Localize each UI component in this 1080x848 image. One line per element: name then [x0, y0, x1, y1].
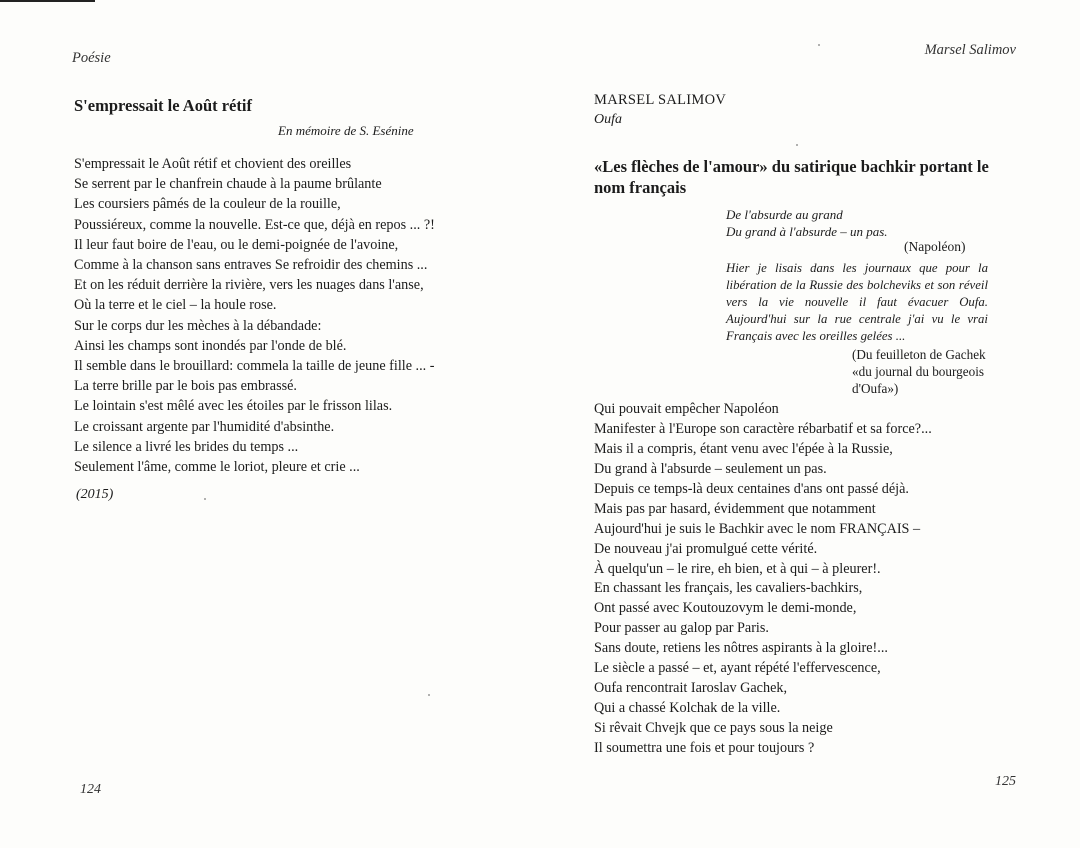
paper-speck: [428, 694, 430, 696]
poem-line: Poussiéreux, comme la nouvelle. Est-ce que, déjà en repos ... ?!: [74, 216, 435, 233]
poem-line: En chassant les français, les cavaliers-bachkirs,: [594, 580, 863, 597]
poem-dedication: En mémoire de S. Esénine: [278, 123, 414, 138]
author-city: Oufa: [594, 112, 622, 127]
poem-left: [74, 154, 435, 477]
epigraph-source-line: «du journal du bourgeois: [852, 364, 984, 379]
paper-speck: [818, 44, 820, 46]
poem-right: [594, 400, 932, 759]
epigraph-gachek: Hier je lisais dans les journaux que pour la libération de la Russie des bolcheviks et son réveil vers la vie nouvelle il faut évacuer Oufa. Aujourd'hui sur la rue centrale j'ai vu le vrai Français avec les oreilles gelées ...: [726, 261, 988, 343]
epigraph-line: Du grand à l'absurde – un pas.: [726, 224, 888, 239]
right-page: [540, 0, 1080, 848]
poem-line: Il leur faut boire de l'eau, ou le demi-poignée de l'avoine,: [74, 236, 399, 253]
epigraph-line: De l'absurde au grand: [726, 207, 843, 222]
piece-title: «Les flèches de l'amour» du satirique bachkir portant le nom français: [594, 157, 989, 197]
poem-line: Où la terre et le ciel – la houle rose.: [74, 297, 277, 314]
poem-line: Seulement l'âme, comme le loriot, pleure et crie ...: [74, 459, 360, 476]
poem-line: Les coursiers pâmés de la couleur de la rouille,: [74, 196, 341, 213]
poem-line: Mais pas par hasard, évidemment que notamment: [594, 500, 876, 517]
poem-line: Il semble dans le brouillard: commela la taille de jeune fille ... -: [74, 358, 435, 375]
poem-line: Aujourd'hui je suis le Bachkir avec le nom FRANÇAIS –: [594, 520, 921, 537]
page-number-right: 125: [995, 774, 1016, 789]
poem-line: Qui pouvait empêcher Napoléon: [594, 401, 779, 417]
poem-line: Comme à la chanson sans entraves Se refroidir des chemins ...: [74, 257, 428, 274]
poem-line: Sans doute, retiens les nôtres aspirants à la gloire!...: [594, 640, 888, 657]
poem-line: De nouveau j'ai promulgué cette vérité.: [594, 540, 818, 557]
poem-line: Qui a chassé Kolchak de la ville.: [594, 700, 781, 717]
page-number-left: 124: [80, 782, 101, 797]
poem-line: Du grand à l'absurde – seulement un pas.: [594, 460, 827, 477]
poem-line: Ont passé avec Koutouzovym le demi-monde,: [594, 600, 857, 617]
poem-line: Et on les réduit derrière la rivière, vers les nuages dans l'anse,: [74, 277, 424, 294]
poem-line: Le siècle a passé – et, ayant répété l'effervescence,: [594, 660, 881, 677]
poem-line: Pour passer au galop par Paris.: [594, 620, 769, 637]
poem-line: Ainsi les champs sont inondés par l'onde de blé.: [74, 337, 347, 354]
paper-speck: [796, 144, 798, 146]
poem-line: La terre brille par le bois pas embrassé.: [74, 378, 297, 395]
poem-line: Le croissant argente par l'humidité d'absinthe.: [74, 418, 335, 435]
poem-line: S'empressait le Août rétif et chovient des oreilles: [74, 156, 352, 172]
epigraph-attribution: (Napoléon): [904, 239, 966, 254]
poem-line: Se serrent par le chanfrein chaude à la paume brûlante: [74, 176, 382, 193]
poem-title: S'empressait le Août rétif: [74, 96, 252, 115]
poem-line: Sur le corps dur les mèches à la débandade:: [74, 317, 322, 334]
epigraph-napoleon: [726, 206, 988, 240]
poem-line: Mais il a compris, étant venu avec l'épée à la Russie,: [594, 440, 893, 457]
poem-line: Le lointain s'est mêlé avec les étoiles par le frisson lilas.: [74, 398, 393, 415]
epigraph-source: [852, 346, 1012, 397]
running-head-left: Poésie: [72, 50, 111, 66]
poem-line: À quelqu'un – le rire, eh bien, et à qui – à pleurer!.: [594, 560, 881, 577]
paper-speck: [204, 498, 206, 500]
poem-line: Il soumettra une fois et pour toujours ?: [594, 739, 815, 756]
poem-line: Si rêvait Chvejk que ce pays sous la neige: [594, 720, 833, 736]
epigraph-source-line: (Du feuilleton de Gachek: [852, 347, 986, 362]
poem-line: Oufa rencontrait Iaroslav Gachek,: [594, 680, 788, 697]
poem-line: Manifester à l'Europe son caractère rébarbatif et sa force?...: [594, 420, 932, 437]
epigraph-source-line: d'Oufa»): [852, 381, 899, 396]
running-head-right: Marsel Salimov: [924, 42, 1016, 58]
poem-line: Le silence a livré les brides du temps ...: [74, 438, 299, 455]
poem-year: (2015): [76, 487, 114, 502]
author-name: MARSEL SALIMOV: [594, 92, 727, 108]
poem-line: Depuis ce temps-là deux centaines d'ans ont passé déjà.: [594, 480, 909, 497]
